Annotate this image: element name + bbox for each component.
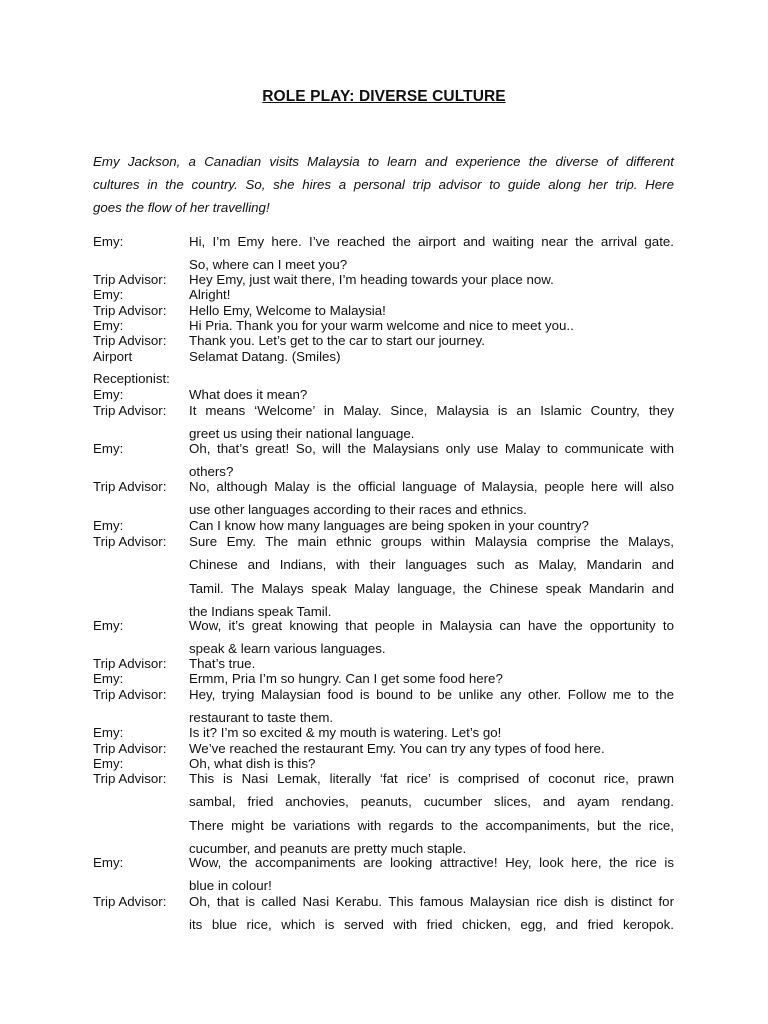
intro-line: goes the flow of her travelling! — [93, 200, 270, 215]
speaker-label: Trip Advisor: — [93, 534, 167, 549]
speech-line: Oh, that is called Nasi Kerabu. This famous Malaysian rice dish is distinct for — [189, 894, 674, 909]
speaker-label: Emy: — [93, 318, 124, 333]
speaker-label: Trip Advisor: — [93, 272, 167, 287]
speech-line: restaurant to taste them. — [189, 710, 334, 726]
speech-line: No, although Malay is the official language of Malaysia, people here will also — [189, 479, 674, 494]
speaker-label: Trip Advisor: — [93, 687, 167, 702]
speech-line: That’s true. — [189, 656, 256, 671]
speech-line: Hi Pria. Thank you for your warm welcome and nice to meet you.. — [189, 318, 574, 333]
speech-line: Selamat Datang. (Smiles) — [189, 349, 341, 364]
speaker-label: Emy: — [93, 618, 124, 633]
speech-line: We’ve reached the restaurant Emy. You can try any types of food here. — [189, 741, 605, 756]
speech-line: This is Nasi Lemak, literally ‘fat rice’ is comprised of coconut rice, prawn — [189, 771, 674, 786]
intro-line: Emy Jackson, a Canadian visits Malaysia to learn and experience the diverse of different — [93, 154, 674, 169]
speaker-label: Trip Advisor: — [93, 303, 167, 318]
speech-line: Hey, trying Malaysian food is bound to be unlike any other. Follow me to the — [189, 687, 674, 702]
speaker-label: Trip Advisor: — [93, 403, 167, 418]
speaker-label: Emy: — [93, 671, 124, 686]
speech-line: the Indians speak Tamil. — [189, 603, 332, 619]
speech-line: Is it? I’m so excited & my mouth is watering. Let’s go! — [189, 725, 502, 740]
speech-line: What does it mean? — [189, 387, 308, 402]
speech-line: There might be variations with regards to the accompaniments, but the rice, — [189, 817, 674, 833]
speaker-label: Trip Advisor: — [93, 479, 167, 494]
speech-line: So, where can I meet you? — [189, 257, 348, 273]
speech-line: Hi, I’m Emy here. I’ve reached the airport and waiting near the arrival gate. — [189, 234, 674, 249]
speech-line: sambal, fried anchovies, peanuts, cucumber slices, and ayam rendang. — [189, 794, 674, 810]
speaker-label: Emy: — [93, 387, 124, 402]
speaker-label: Emy: — [93, 441, 124, 456]
speaker-label: Emy: — [93, 287, 124, 302]
speech-line: speak & learn various languages. — [189, 641, 386, 657]
intro-paragraph — [93, 150, 674, 219]
speech-line: Chinese and Indians, with their languages such as Malay, Mandarin and — [189, 557, 674, 573]
speech-line: use other languages according to their races and ethnics. — [189, 502, 527, 518]
speaker-label: Trip Advisor: — [93, 894, 167, 909]
speech-line: Alright! — [189, 287, 231, 302]
speaker-label: Trip Advisor: — [93, 656, 167, 671]
speaker-label: Receptionist: — [93, 371, 170, 386]
speech-line: Hello Emy, Welcome to Malaysia! — [189, 303, 386, 318]
speech-line: Thank you. Let’s get to the car to start our journey. — [189, 333, 485, 348]
speaker-label: Emy: — [93, 855, 124, 870]
speaker-label: Emy: — [93, 725, 124, 740]
speech-line: Hey Emy, just wait there, I’m heading towards your place now. — [189, 272, 554, 287]
speaker-label: Trip Advisor: — [93, 741, 167, 756]
speaker-label: Trip Advisor: — [93, 333, 167, 348]
speech-line: blue in colour! — [189, 878, 272, 894]
speech-line: Sure Emy. The main ethnic groups within Malaysia comprise the Malays, — [189, 534, 674, 549]
speech-line: It means ‘Welcome’ in Malay. Since, Malaysia is an Islamic Country, they — [189, 403, 674, 418]
speaker-label: Emy: — [93, 756, 124, 771]
speech-line: Tamil. The Malays speak Malay language, the Chinese speak Mandarin and — [189, 580, 674, 596]
speech-line: cucumber, and peanuts are pretty much staple. — [189, 840, 467, 856]
speech-line: greet us using their national language. — [189, 426, 415, 442]
speech-line: Oh, what dish is this? — [189, 756, 316, 771]
speech-line: Can I know how many languages are being spoken in your country? — [189, 518, 589, 533]
speech-line: Wow, the accompaniments are looking attractive! Hey, look here, the rice is — [189, 855, 674, 870]
speaker-label: Emy: — [93, 234, 124, 249]
document-title: ROLE PLAY: DIVERSE CULTURE — [262, 88, 506, 105]
speech-line: Ermm, Pria I’m so hungry. Can I get some food here? — [189, 671, 503, 686]
intro-line: cultures in the country. So, she hires a personal trip advisor to guide along her trip. Here — [93, 177, 674, 192]
speaker-label: Airport — [93, 349, 133, 364]
speech-line: its blue rice, which is served with fried chicken, egg, and fried keropok. — [189, 917, 674, 933]
speech-line: Oh, that’s great! So, will the Malaysians only use Malay to communicate with — [189, 441, 674, 456]
speaker-label: Trip Advisor: — [93, 771, 167, 786]
speech-line: Wow, it’s great knowing that people in Malaysia can have the opportunity to — [189, 618, 674, 633]
speech-line: others? — [189, 464, 234, 480]
speaker-label: Emy: — [93, 518, 124, 533]
